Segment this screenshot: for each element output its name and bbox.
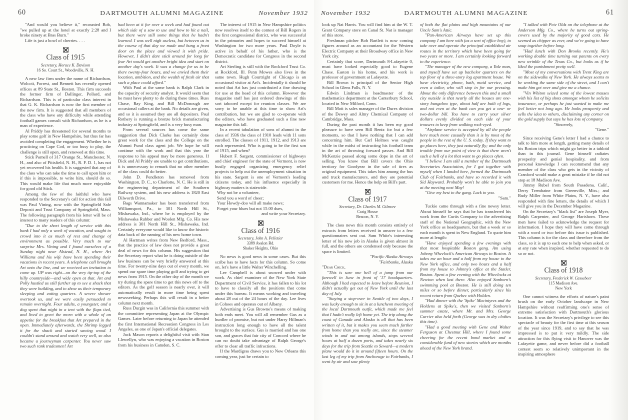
text-line: 3389 Avalon Rd.: [246, 241, 275, 246]
paragraph: "And would you believe it," recounted Bob, "we pulled up at the hotel at exactly 2:28 and I broke ninety at Bras Burn.": [20, 22, 111, 38]
paragraph: "This is sure one hell of a jump from our farewell in June in front of '17 headquarters. Although I had expected to leave before Reunion, I didn't actually get out of New York until the last day of July.: [322, 269, 413, 296]
paragraph: "I believe I am still a member of the Dartmouth Secretaries Association, for I got together with myself when I landed here, formed the Dartmouth Club of Fairbanks, and have so recorded it with Sid Hayward. Probably won't be able to join you at the meeting next May!: [420, 158, 511, 190]
paragraph: "Staying a stop-over in Seattle of two days, I was lucky enough to sit in at a luncheon meeting of the local Dartmouth outfit, which made me feel that I hadn't really left home yet. The trip along the coast of Canada and Alaska is all that has been written of it, but it makes you seem much farther from home than you really are, since the steamer winds in and out among islands, stops several hours at half a dozen ports, and takes nearly six days for the trip from Seattle to Seward—a modern plane would do it in around fifteen hours. On the last leg of my trip from Anchorage to Fairbanks, I went by air and saw plenty: [322, 296, 413, 364]
paragraph: One cannot witness the efforts of nature's paint brush on the early October landscape in New Hampshire without reaffirming one's sense of extreme satisfaction with Dartmouth's glorious location. It was the Secretary's privilege to see this spectacle of beauty for the first time at this season of the year since 1919, and to say that he was impressed is to put it very mildly. The side attraction for this flying visit to Hanover was the Lafayette game, and never before did a football contest seem so relatively unimportant in the inspiring atmosphere: [518, 293, 609, 357]
text-line: Secretary, Frederick W. Cassebeer: [535, 275, 592, 281]
text-line: Secretary, John A. Pelletier: [238, 236, 283, 241]
text-line: "Fairbanks, Alaska: [378, 259, 413, 265]
paragraph: "Most of my conversations with Trent King are on the sidewalks of New York. He always seems to be working the same side of the street, and I can't make him get over and give me a chance.: [518, 69, 609, 90]
class-heading: Class of 1916: [241, 227, 280, 235]
paragraph: "Had a good meeting with Gene and Walter Ferguson at Chestnut Hill, where I found some cheering for the recent bond market and a considerable fund of new stories which are months ahead of the New York brand.: [420, 324, 511, 351]
text-line: Craig House: [357, 209, 378, 214]
issue-date: November 1932: [321, 9, 371, 17]
page-number: 60: [18, 9, 26, 17]
issue-date: November 1932: [258, 9, 308, 17]
paragraph: Life is just a bowl of cherries. . . .: [25, 37, 85, 43]
paragraph: Jack Mason reports a delightful visit with Stan Llewellyn, who was enjoying a vacation in Boston from his business in Camden, S. C.: [118, 331, 209, 348]
column: [118, 22, 209, 348]
secretary-address: [322, 205, 413, 220]
paragraph: "Airplane service is accepted by all the people here much more casually than it is by most of the people in the rest of the U. S. today. If they want to go places here, they just naturally fly; and the only trouble from our point of view is that there aren't such a hell of a lot that want to go places often.: [420, 127, 511, 159]
paragraph: Bill Brown is principal of the Senior High School in Glens Falls, N. Y.: [322, 79, 413, 90]
column: [322, 22, 413, 364]
paragraph: Bags Wannamaker has been transferred from Williamsport, Pa., to 301 North Hill St., Mishawaka, Ind., where he is employed by the Mishawaka Rubber and Woolen Mfg. Co. His new address is 301 North Hill St., Mishawaka, Ind. Certainly everyone would like to know the historic data back of the naming of his new home town.: [118, 200, 209, 237]
text-line: Send you a word of cheer;: [217, 195, 264, 201]
paragraph: Art Sterling is still with the Rockford Trust Co. at Rockford, Ill. Penn Mowes also lives in the same town. Hugh Courtright of Chicago is an occasional visitor at Art's. Incidentally it should be noted that Art has just contributed a fine drawing for use at the head of this column. However the magazine staff has just ordered drawings of this sort tabooed except for reunion classes. We are sorry to be unable at this time to show Art's contribution, but we are glad to co-operate with the editors, who have graduated such a fine new magazine this fall.: [215, 64, 306, 127]
paragraph: In a recent tabulation of sons of alumni in the class of 1936 the class of 1910 leads with 11 sons enrolled. The classes of 1911, 1912, and 1913 are each represented. Who is going to be the first son of 1915, and when?: [215, 127, 306, 153]
text-line: New York: [555, 285, 572, 291]
class-heading: Class of 1918: [544, 267, 583, 275]
text-line: "Pacific Alaska Airways: [369, 254, 413, 259]
secretary-address: [215, 236, 306, 251]
text-line: and write your Secretary.: [261, 211, 306, 216]
secretary-address: [20, 63, 111, 73]
running-title: DARTMOUTH ALUMNI MAGAZINE: [100, 9, 224, 17]
right-page: [314, 0, 628, 420]
paragraph: The class news this month consists entirely of extracts from letters received in answer to a few questionnaires sent out. Sam White's interesting letter of his new job in Alaska is given almost in full, and the others are condensed only because the space is limited.: [322, 222, 413, 254]
paragraph: Hubert F. Sargent, commissioner of highways and chief engineer for the state of Vermont, is now busily engaged organizing emergency relief projects to help out the unemployment situation in his state. Sargent is one of Vermont's leading citizens today, and his influence especially in highway matters is statewide.: [215, 153, 306, 190]
text-line: "Sincerely,: [553, 121, 574, 127]
text-line: Beacon, N. Y.: [356, 214, 379, 219]
paragraph: Lee Campbell is about snowed under with work. As chief examiner of the New York State Department of Civil Service, it has fallen to his lot to have to classify all the positions that come under this bureau. It means working and traveling about 28 out of the 24 hours of the day. Lee lives in Cohoes and operates out of Albany.: [215, 269, 306, 307]
paragraph: "The manager of the new company, a Yale man, and myself have set up bachelor quarters on the top floor of a three-story log apartment house. We have electricity, phone, bath, maid service, and even a tailor, who will stop in for our pressing. About the only difference between this and a small city outside is that nearly all the houses are one-story bungalow type, about half are built of logs, and not even at the bank can you get a one- or two-dollar bill. You have to carry your silver dollars evenly divided on each side of your trousers to keep from walking rock-eyed.: [420, 64, 511, 127]
text-line: Secretary, Dr. Charles M. Gilmore: [339, 204, 396, 209]
ornament-icon: [258, 220, 264, 226]
paragraph: On the Secretary's "black list" are Joseph Myer, Ralph Carpenter, and George Hartshorn. These men have failed to acknowledge the request for information. I hope they will have come through with a word or two before this issue is published. This column is for the class and therefore from the class, so it is up to each one to help when asked, or at any rate when inspired, whether requested to do so or not.: [518, 208, 609, 256]
text-line: "Gene.": [594, 127, 609, 132]
paragraph: "Had dinner with the 'Spike' Macintyres and the Holdens at Spike's, then we visited Sanborn's summer estate, where Mr. and Mrs. George Currier also held forth (George was in dry clothes this time).: [420, 298, 511, 324]
ornament-icon: [365, 189, 371, 195]
paragraph: "Pan-American Airways have set up this company I am here with (as a sort of office boy), to take over and operate the principal established air routes in the territory which have been going for two years or more. I am certainly looking forward to the experience.: [420, 32, 511, 64]
paragraph: Among the few of the faithful who have responded to the Secretary's call for action this fall was Paul Vining, now with the Springfield Safe Deposit and Trust Company of Springfield, Mass. The following paragraph from his letter will be of interest to many readers of this column:: [20, 191, 111, 223]
paragraph: John D. Pendleton has removed from Washington, D. C., to Charlotte, N. C. He is still in the engineering department of the Southern Railway system, and his new address is 1820 East Dilworth Drive.: [118, 174, 209, 201]
text-line: Your Howdy-doo will all make news;: [217, 200, 284, 206]
text-line: Forget your blues but not 15.00 dues,: [217, 205, 284, 211]
text-line: "Sam.": [498, 195, 511, 201]
paragraph: Jimmy Rubel from South Pasadena, Calif., Derry Trembaine from Greenville, Miss.; and Rudy Miller from White Plains, N. Y., have also responded with fine letters, the details of which I will give you in the December Magazine.: [518, 182, 609, 209]
class-heading: Class of 1915: [46, 54, 85, 62]
column: [215, 22, 306, 359]
paragraph: From several sources has come the same suggestion that Dick Clarke has certainly done great work for the class and the College on the Alumni Fund class agent job. We hope he will continue with the work and that this year the response to his appeal may be more generous. If Dick and Al Priddy are unable to get contributions, it is unnecessary to remark that no other member of the class could do better.: [118, 127, 209, 174]
text-line: 16 So. Court St., Woodsville, N. H.: [36, 67, 95, 73]
paragraph: The interest of 1915 in New Hampshire politics now resolves itself to the contest of Bill Rogers in the first congressional district, who was successful in the primaries and hopes to succeed himself at Washington for two more years. Paul Doyle is active in behalf of his father, who is the Democratic candidate for Congress in the second district.: [215, 22, 306, 64]
text-line: Shaker Heights, Ohio: [242, 246, 279, 251]
letter-salutation: "Dear Chick,: [322, 264, 346, 270]
column: [518, 22, 609, 357]
paragraph: "Have enjoyed spending a few evenings with that most hospitable Boston gang. Am using Johnny Wheelock's American Airways to Boston. It takes me an hour and a half from my house to the New York office, and only two hours and a half from my house to Johnny's office at the Statler, Boston. Spent a fine evening with the Wheelocks at Newton when last there. Also enjoyed Sanborn's swimming pool at Boston. He is still doing ten miles or so before dinner, particularly since his recent return from Quebec with Holden.: [420, 240, 511, 298]
ornament-icon: [63, 47, 69, 53]
paragraph: During the past month it has been my good pleasure to have seen Bill Bentz for but a few moments, so that I have nothing that I can add concerning him. But Carl Holmes was caught while in the midst of instructing his football team in the art of throwing forward passes. And Bill McKenzie passed along some dope in the art of selling. You know that Bill covers the Ohio territory for Goodyear in the sale of tires as original equipment. This takes him among the bus and truck manufacturers, and they are potential customers for me. Hence the help on Bill's part.: [322, 121, 413, 185]
paragraph: If the Mardigras draws you to New Orleans this coming year, just be certain to: [215, 348, 306, 359]
paragraph: A new law firm under the name of Richardson, Wolcott, Forrest, and Bennett has recently opened offices at 89 State St., Boston. This firm succeeds the former firm of Dallinger, Pollard, and Richardson. This is of particular class interest in that G. K. Richardson is now the first member of the new firm. It is suggested that all members of the class who have any difficulty while attending football games consult with Richardson, as he is a man of experience.: [20, 75, 111, 128]
paragraph: Tuckie came through with a fine newsy letter. About himself he says that he has transferred his work from the Curtis Company to the advertising staff of the National Geographic, with the New York office as headquarters, but that a week or so each month is spent in New England. To quote him more at length:: [420, 203, 511, 240]
letter-line: [215, 211, 306, 216]
secretary-address: [518, 276, 609, 291]
paragraph: Russ Durgin was in California this summer with the committee representing Japan at the Olympic Games. Later before returning to Japan he attended the first International Recreation Congress in Los Angeles, as one of Japan's official delegates.: [118, 305, 209, 332]
paragraph: Al Hartman writes from New Bedford, Mass., that the practice of law does not provide a great deal of news for this column. His suggestion that the Secretary report what he is doing outside of the law business can be very briefly answered at this time. For twenty-nine days out of every month, we spend our spare time playing golf and trying to get news from 1915. On the other day of the month we try during the spare time to get this news off to the editors. As the golf season is nearly over, it will automatically result in more time being spent newsseeking. Perhaps this will result in a better column next month.: [118, 237, 209, 306]
paragraph: "Had lunch with Don Brooks recently. He's working double time turning out patents on every new wrinkle of the Texas Co., but looks as if he liked the punishment pretty well.: [518, 48, 609, 69]
paragraph: No news is good news in some cases. But this scribe has to have facts for this column. So come on, let's have a little Walter Winchelling.: [215, 254, 306, 270]
text-line: 115 Madison Ave.: [548, 280, 579, 286]
class-heading: Class of 1917: [348, 195, 387, 204]
paragraph: Advertising is Gus Browne's means of making both ends meet. You will all remember Gus as a hurdler of promise, but not under Harry Hillman's instruction long enough to have all the talent brought to the surface. Gus is married and has one son, and graces that fair city of Concord where he can no doubt take advantage of Ralph George's offer to clear all traffic infractions.: [215, 306, 306, 349]
paragraph: "Vin Whiton seized some of the lowest masses with his list of big shots amongst whom he solicits insurance, or perhaps he just wanted to make me feel better not long ago. He looks prosperity and sells the idea to others, disclaiming any corner on the gold supply but says he has lots of company.: [518, 90, 609, 122]
text-line: Secretary, Horace K. Davison: [40, 62, 91, 68]
paragraph: of both the flat plains and high mountains of our Uncle Sam's Attic.: [420, 22, 511, 33]
paragraph: Edwin Lindman is headmaster of the mathematics department at the Canterbury School, located in New Milford, Conn.: [322, 90, 413, 106]
paragraph: had been at it for over a week and had found out which side of a saw to use and how to hit a nail, but there were still some things that he hadn't learned. I was well nigh useless, but between us in the course of that day we made and hung a front door on the place and viewed it with pride. However, I didn't dare stick around for long for fear Art would get another bright idea and start on another day's work. It was a change for us to be there twenty-four hours, and we envied them their location, ambition, and the wealth of fresh air that such a place could afford.": [118, 22, 209, 85]
text-line: Why not be a volunteer,: [217, 190, 260, 195]
column: [420, 22, 511, 351]
paragraph: "Due to the short length of service with this bank I had only a week of vacation, and sought to crowd into it as much of rest and change of environment as possible. Very much to our surprise Mrs. Vining and I found ourselves of a Sunday night near Alstead, N. H., where Art Williams and his wife have been spending their vacations in recent years. A telephone call brought Art onto the line, and we received an invitation to come up. UP was right—on the very tip-top of the hilly countryside—and wide open at that. Art and Polly hustled us still further up to see a shack that they were building, and to show us their temporary sleeping and eating quarters. A severe shower overtook us, and we were easily persuaded to remain overnight. Four adults, a youngster, and a dog spent that night in a tent with the flaps tied, and lived to greet the morn with a whale of an appetite for the breakfast that Art prepared in the open. Immediately afterwards, the Shrimp legged it for the shack and started sawing wood. I couldn't stand around and watch very well, so also became a journeyman carpenter. You never saw two such rank tradesmen! Art: [20, 222, 111, 349]
paragraph: Since receiving Gene's letter I had a chance to talk to him more at length, getting many details of his Boston trips which might go better in a tabloid than in this journal. Gene himself radiates prosperity and genial hospitality, and from personal knowledge I can recommend that any member of the class who gets in the vicinity of Cranford would make a great mistake if he did not stop at 18 Madison Ave.: [518, 135, 609, 183]
paragraph: "Give my best to the gang. Luck to you.: [425, 190, 495, 195]
paragraph: "I talked with Pete Olds on the telephone at the Anderson Mfg. Co., where he turns out spring-covers used by the majority of good cars. He seemed as chipper as ever, and we're going to have soup together before long.: [518, 22, 609, 48]
paragraph: Stick Parnell of 317 Orange St., Manchester, N. H., and also of Pittsfield, N. H., R. F. D. 1, has not yet recovered his health. It is suggested that any of the class who can take the time to call upon him or if this is impossible, to write him, should do so. This would make life that much more enjoyable for good old Stick.: [20, 154, 111, 191]
paragraph: Al Priddy has threatened for several months to play some golf in New Hampshire, but thus far has avoided completing the engagement. Whether he is practicing on Cape Cod, or too busy to play, the challenge is still open, and renewed at this time.: [20, 128, 111, 155]
running-title: DARTMOUTH ALUMNI MAGAZINE: [404, 9, 528, 17]
letter-line: [322, 254, 413, 265]
paragraph: Freshman pitcher Bob Bartlett is now coming figures around as an accountant for the Western Electric Company at their Broadway office in New York city.: [322, 37, 413, 59]
ornament-icon: [561, 260, 567, 266]
column: [20, 22, 111, 349]
paragraph: look up Nat Harris. You will find him at the W. T. Grant Company store on Canal St. Nat is manager of this store.: [322, 22, 413, 38]
page-number: 61: [606, 9, 614, 17]
paragraph: Bill Mott is sales manager of the Dures division of the Dewey and Almy Chemical Company of Cambridge, Mass.: [322, 106, 413, 122]
paragraph: With Paul at the same bank is Ralph Clark in the capacity of security analyst. It would seem that he must have plenty to do during these times. Russ Chase, Ray King, and Bill McDonough are occasional callers at the bank. No details are given, and so it is assumed they are all depositors. Paul Rothery is running a bronze brick manufacturing industry at Springfield, and is a very busy man.: [118, 85, 209, 127]
paragraph: Certainly that score, Dartmouth 8-Lafayette 0, must have looked especially good to Eugene Chase. Easton is his home, and his work is professor of government at Lafayette.: [322, 58, 413, 80]
verse: [215, 190, 306, 211]
